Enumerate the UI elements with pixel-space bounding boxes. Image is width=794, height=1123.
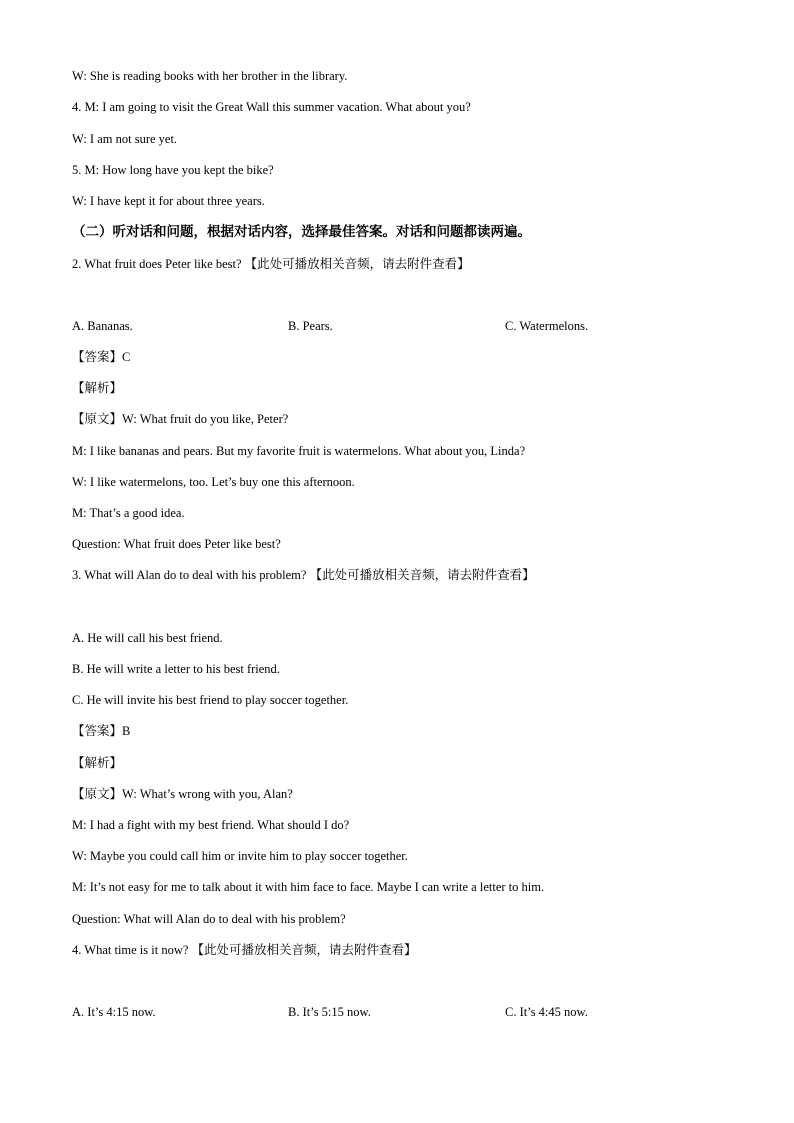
analysis-label: 【解析】 <box>72 755 123 770</box>
option-b: B. Pears. <box>288 319 333 333</box>
script-line: W: Maybe you could call him or invite him to play soccer together. <box>72 849 408 863</box>
option-c: C. It’s 4:45 now. <box>505 1005 588 1019</box>
audio-note[interactable]: 【此处可播放相关音频，请去附件查看】 <box>191 942 417 957</box>
option-c: C. Watermelons. <box>505 319 589 333</box>
script-text: W: What fruit do you like, Peter? <box>122 412 289 426</box>
section-heading: （二）听对话和问题，根据对话内容，选择最佳答案。对话和问题都读两遍。 <box>72 224 531 240</box>
option-a: A. Bananas. <box>72 319 133 333</box>
answer-label: 【答案】 <box>72 723 123 738</box>
answer-value: C <box>122 350 131 364</box>
dialogue-line: W: I am not sure yet. <box>72 132 178 146</box>
audio-note[interactable]: 【此处可播放相关音频，请去附件查看】 <box>309 567 535 582</box>
script-line: Question: What will Alan do to deal with his problem? <box>72 912 346 926</box>
script-line: M: I like bananas and pears. But my favorite fruit is watermelons. What about you, Linda? <box>72 444 526 458</box>
question-4 <box>72 942 417 958</box>
question-2 <box>72 256 470 272</box>
option-c: C. He will invite his best friend to play soccer together. <box>72 693 349 707</box>
script-label: 【原文】 <box>72 411 123 426</box>
question-3 <box>72 567 535 583</box>
script-line: M: I had a fight with my best friend. What should I do? <box>72 818 350 832</box>
answer-value: B <box>122 724 131 738</box>
option-b: B. It’s 5:15 now. <box>288 1005 371 1019</box>
script-line: W: I like watermelons, too. Let’s buy one this afternoon. <box>72 475 355 489</box>
dialogue-line: 4. M: I am going to visit the Great Wall this summer vacation. What about you? <box>72 100 471 114</box>
script-line: M: It’s not easy for me to talk about it with him face to face. Maybe I can write a letter to him. <box>72 880 545 894</box>
dialogue-line: 5. M: How long have you kept the bike? <box>72 163 274 177</box>
option-a: A. It’s 4:15 now. <box>72 1005 156 1019</box>
answer-line <box>72 723 130 739</box>
analysis-label: 【解析】 <box>72 380 123 395</box>
question-text: 3. What will Alan do to deal with his problem? <box>72 568 307 582</box>
answer-line <box>72 349 130 365</box>
script-line <box>72 411 288 427</box>
script-line: Question: What fruit does Peter like best? <box>72 537 281 551</box>
option-a: A. He will call his best friend. <box>72 631 223 645</box>
audio-note[interactable]: 【此处可播放相关音频，请去附件查看】 <box>244 256 470 271</box>
script-label: 【原文】 <box>72 786 123 801</box>
script-line: M: That’s a good idea. <box>72 506 185 520</box>
option-b: B. He will write a letter to his best friend. <box>72 662 280 676</box>
question-text: 2. What fruit does Peter like best? <box>72 257 242 271</box>
dialogue-line: W: I have kept it for about three years. <box>72 194 265 208</box>
answer-label: 【答案】 <box>72 349 123 364</box>
script-line <box>72 786 293 802</box>
script-text: W: What’s wrong with you, Alan? <box>122 787 293 801</box>
question-text: 4. What time is it now? <box>72 943 189 957</box>
dialogue-line: W: She is reading books with her brother in the library. <box>72 69 348 83</box>
